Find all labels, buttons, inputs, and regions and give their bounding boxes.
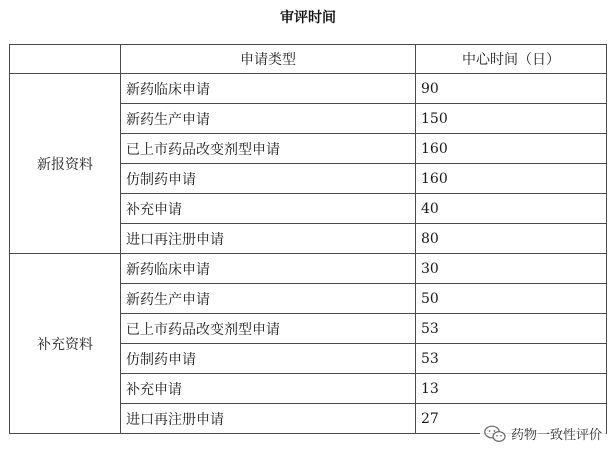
cell-days: 150 bbox=[416, 104, 607, 134]
watermark-text: 药物一致性评价 bbox=[510, 428, 602, 443]
cell-type: 新药临床申请 bbox=[121, 254, 416, 284]
cell-days: 30 bbox=[416, 254, 607, 284]
cell-days: 13 bbox=[416, 374, 607, 404]
cell-type: 新药临床申请 bbox=[121, 74, 416, 104]
group-label-new: 新报资料 bbox=[10, 74, 121, 254]
cell-type: 进口再注册申请 bbox=[121, 224, 416, 254]
header-center-time: 中心时间（日） bbox=[416, 45, 607, 74]
cell-days: 53 bbox=[416, 344, 607, 374]
cell-type: 仿制药申请 bbox=[121, 344, 416, 374]
group-label-supplement: 补充资料 bbox=[10, 254, 121, 434]
wechat-icon bbox=[484, 425, 506, 443]
cell-days: 50 bbox=[416, 284, 607, 314]
cell-days: 160 bbox=[416, 134, 607, 164]
cell-type: 已上市药品改变剂型申请 bbox=[121, 134, 416, 164]
page-title: 审评时间 bbox=[280, 10, 336, 26]
header-application-type: 申请类型 bbox=[121, 45, 416, 74]
cell-type: 进口再注册申请 bbox=[121, 404, 416, 434]
cell-days: 90 bbox=[416, 74, 607, 104]
table-header-row bbox=[10, 45, 607, 74]
cell-type: 补充申请 bbox=[121, 194, 416, 224]
cell-type: 补充申请 bbox=[121, 374, 416, 404]
cell-days: 160 bbox=[416, 164, 607, 194]
cell-days: 40 bbox=[416, 194, 607, 224]
header-group bbox=[10, 45, 121, 74]
cell-type: 已上市药品改变剂型申请 bbox=[121, 314, 416, 344]
cell-type: 新药生产申请 bbox=[121, 284, 416, 314]
cell-type: 新药生产申请 bbox=[121, 104, 416, 134]
cell-days: 53 bbox=[416, 314, 607, 344]
table-row bbox=[10, 254, 607, 284]
cell-type: 仿制药申请 bbox=[121, 164, 416, 194]
cell-days: 27 bbox=[416, 404, 607, 434]
table-row bbox=[10, 74, 607, 104]
watermark bbox=[480, 422, 606, 445]
cell-days: 80 bbox=[416, 224, 607, 254]
review-time-table bbox=[9, 44, 607, 434]
